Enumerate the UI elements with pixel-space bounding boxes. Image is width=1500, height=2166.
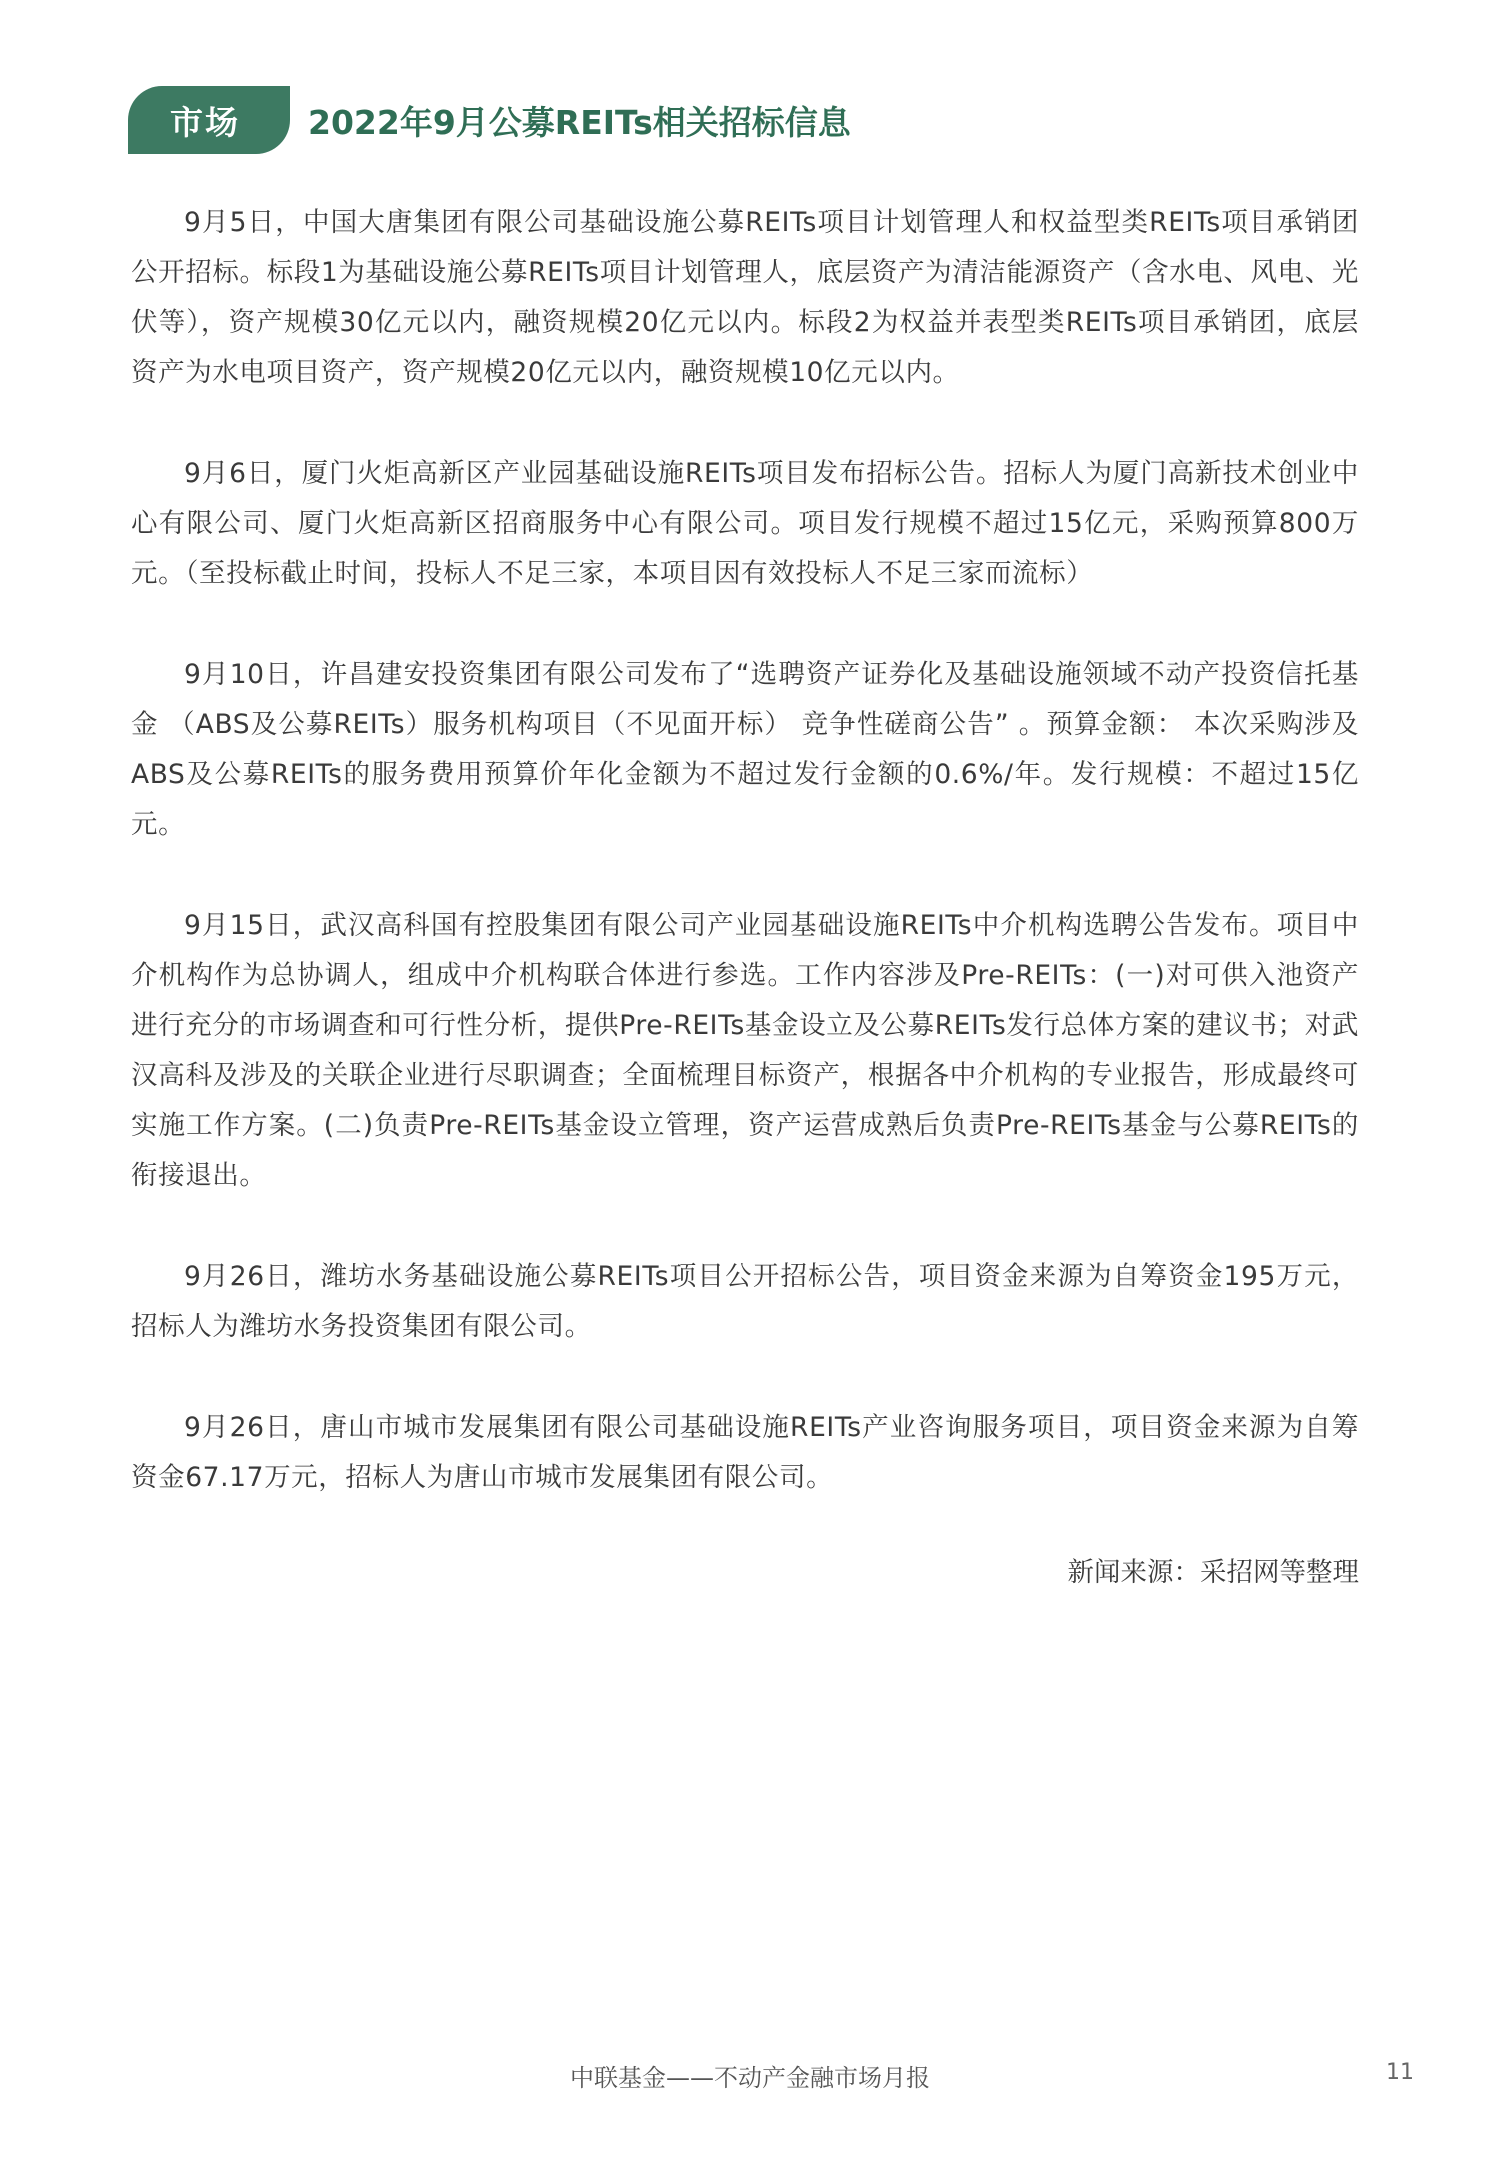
- paragraph-sep-6: 9月6日，厦门火炬高新区产业园基础设施REITs项目发布招标公告。招标人为厦门高新技术创业中心有限公司、厦门火炬高新区招商服务中心有限公司。项目发行规模不超过15亿元，采购预算800万元。（至投标截止时间，投标人不足三家，本项目因有效投标人不足三家而流标）: [131, 458, 1359, 589]
- news-source: 新闻来源：采招网等整理: [1067, 1557, 1359, 1588]
- section-tag: 市场: [128, 86, 290, 154]
- paragraph-sep-15: 9月15日，武汉高科国有控股集团有限公司产业园基础设施REITs中介机构选聘公告发布。项目中介机构作为总协调人，组成中介机构联合体进行参选。工作内容涉及Pre-REITs：(一)对可供入池资产进行充分的市场调查和可行性分析，提供Pre-REITs基金设立及公募REITs发行总体方案的建议书；对武汉高科及涉及的关联企业进行尽职调查；全面梳理目标资产，根据各中介机构的专业报告，形成最终可实施工作方案。(二)负责Pre-REITs基金设立管理，资产运营成熟后负责Pre-REITs基金与公募REITs的衔接退出。: [131, 910, 1359, 1191]
- section-header: [128, 86, 851, 154]
- page-number: 11: [1386, 2060, 1414, 2085]
- page-title: 2022年9月公募REITs相关招标信息: [308, 102, 851, 142]
- footer-title: 中联基金——不动产金融市场月报: [570, 2064, 930, 2092]
- paragraph-sep-5: 9月5日，中国大唐集团有限公司基础设施公募REITs项目计划管理人和权益型类REITs项目承销团公开招标。标段1为基础设施公募REITs项目计划管理人，底层资产为清洁能源资产（含水电、风电、光伏等），资产规模30亿元以内，融资规模20亿元以内。标段2为权益并表型类REITs项目承销团，底层资产为水电项目资产，资产规模20亿元以内，融资规模10亿元以内。: [131, 207, 1359, 388]
- paragraph-sep-10: 9月10日，许昌建安投资集团有限公司发布了“选聘资产证券化及基础设施领域不动产投资信托基金 （ABS及公募REITs）服务机构项目（不见面开标） 竞争性磋商公告” 。预算金额： 本次采购涉及ABS及公募REITs的服务费用预算价年化金额为不超过发行金额的0.6%/年。发行规模：不超过15亿元。: [131, 659, 1359, 840]
- paragraph-sep-26-tangshan: 9月26日，唐山市城市发展集团有限公司基础设施REITs产业咨询服务项目，项目资金来源为自筹资金67.17万元，招标人为唐山市城市发展集团有限公司。: [131, 1412, 1359, 1493]
- article-body: [131, 198, 1359, 1598]
- paragraph-sep-26-weifang: 9月26日，潍坊水务基础设施公募REITs项目公开招标公告，项目资金来源为自筹资金195万元，招标人为潍坊水务投资集团有限公司。: [131, 1261, 1359, 1342]
